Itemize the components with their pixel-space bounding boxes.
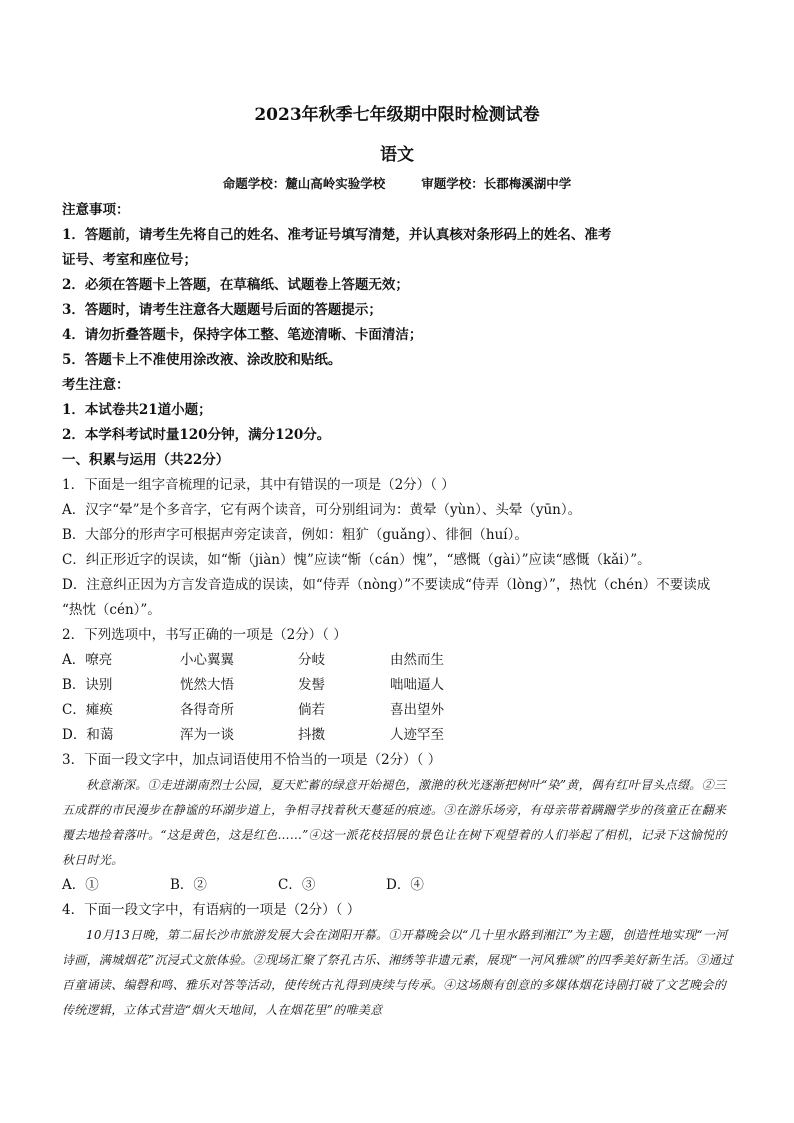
option-word: A．嘹亮	[62, 652, 113, 668]
question-4-stem: 4．下面一段文字中，有语病的一项是（2分）（ ）	[62, 902, 361, 918]
choice-a: A．①	[62, 877, 99, 893]
question-1-option-b: B．大部分的形声字可根据声旁定读音，例如：粗犷（guǎng）、徘徊（huí）。	[62, 527, 528, 543]
option-word: 各得奇所	[180, 702, 234, 718]
option-word: D．和蔼	[62, 727, 114, 743]
candidate-notice-heading: 考生注意：	[62, 377, 130, 393]
question-2-stem: 2．下列选项中，书写正确的一项是（2分）（ ）	[62, 627, 347, 643]
notice-item: 2．必须在答题卡上答题，在草稿纸、试题卷上答题无效；	[62, 277, 409, 293]
question-3-stem: 3．下面一段文字中，加点词语使用不恰当的一项是（2分）（ ）	[62, 752, 442, 768]
option-word: 抖擞	[298, 727, 325, 743]
option-word: 小心翼翼	[180, 652, 234, 668]
reviewer-school: 审题学校：长郡梅溪湖中学	[421, 176, 572, 191]
question-1-option-a: A．汉字“晕”是个多音字，它有两个读音，可分别组词为：黄晕（yùn）、头晕（yūn）。	[62, 502, 582, 518]
option-word: 由然而生	[390, 652, 444, 668]
option-word: 浑为一谈	[180, 727, 234, 743]
question-1-stem: 1．下面是一组字音梳理的记录，其中有错误的一项是（2分）（ ）	[62, 477, 455, 493]
notice-item: 4．请勿折叠答题卡，保持字体工整、笔迹清晰、卡面清洁；	[62, 327, 423, 343]
section-heading: 一、积累与运用（共22分）	[62, 452, 230, 468]
question-3-choices	[62, 873, 734, 898]
exam-title: 2023年秋季七年级期中限时检测试卷	[254, 105, 540, 125]
notice-item: 证号、考室和座位号；	[62, 252, 197, 268]
option-word: 恍然大悟	[180, 677, 234, 693]
question-2-option-row	[62, 648, 734, 673]
question-1-option-d-cont: “热忱（cén）”。	[62, 602, 161, 618]
question-3-passage: 秋意渐深。①走进湖南烈士公园，夏天贮蓄的绿意开始褪色，激滟的秋光逐渐把树叶“染”黄，偶有红叶冒头点缀。②三五成群的市民漫步在静谧的环湖步道上，争相寻找着秋天蔓延的痕迹。③在游乐场旁，有母亲带着蹒跚学步的孩童正在翻来覆去地捡着落叶。“这是黄色，这是红色……”④这一派花枝招展的景色让在树下观望着的人们举起了相机，记录下这愉悦的秋日时光。	[62, 778, 727, 867]
notice-item: 1．答题前，请考生先将自己的姓名、准考证号填写清楚，并认真核对条形码上的姓名、准考	[62, 227, 612, 243]
exam-subject: 语文	[380, 145, 414, 165]
option-word: C．瘫痪	[62, 702, 113, 718]
candidate-notice-item: 2．本学科考试时量120分钟，满分120分。	[62, 427, 331, 443]
question-1-option-c: C．纠正形近字的误读，如“惭（jiàn）愧”应读“惭（cán）愧”，“感慨（gài）”应读“感慨（kǎi）”。	[62, 552, 651, 568]
choice-c: C．③	[278, 877, 316, 893]
question-4-passage: 10月13日晚，第二届长沙市旅游发展大会在浏阳开幕。①开幕晚会以“几十里水路到湘江”为主题，创造性地实现“一河诗画，满城烟花”沉浸式文旅体验。②现场汇聚了祭孔古乐、湘绣等非遗元素，展现“一河风雅颂”的四季美好新生活。③通过百童诵读、编磬和鸣、雅乐对答等活动，使传统古礼得到庚续与传承。④这场颇有创意的多媒体烟花诗剧打破了文艺晚会的传统逻辑，立体式营造“烟火天地间，人在烟花里”的唯美意	[62, 928, 734, 1017]
option-word: 发髻	[298, 677, 325, 693]
option-word: B．诀别	[62, 677, 113, 693]
notice-heading: 注意事项：	[62, 202, 130, 218]
option-word: 喜出望外	[390, 702, 444, 718]
exam-content	[62, 198, 734, 1023]
notice-item: 3．答题时，请考生注意各大题题号后面的答题提示；	[62, 302, 382, 318]
option-word: 人迹罕至	[390, 727, 444, 743]
candidate-notice-item: 1．本试卷共21道小题；	[62, 402, 212, 418]
option-word: 倘若	[298, 702, 325, 718]
option-word: 咄咄逼人	[390, 677, 444, 693]
option-word: 分岐	[298, 652, 325, 668]
setter-school: 命题学校：麓山高岭实验学校	[222, 176, 386, 191]
question-2-option-row	[62, 723, 734, 748]
question-2-option-row	[62, 673, 734, 698]
question-1-option-d: D．注意纠正因为方言发音造成的误读，如“侍弄（nòng）”不要读成“侍弄（lòng）”，热忱（chén）不要读成	[62, 577, 711, 593]
question-2-option-row	[62, 698, 734, 723]
notice-item: 5．答题卡上不准使用涂改液、涂改胶和贴纸。	[62, 352, 342, 368]
choice-d: D．④	[386, 877, 424, 893]
choice-b: B．②	[170, 877, 207, 893]
school-info	[0, 174, 794, 192]
